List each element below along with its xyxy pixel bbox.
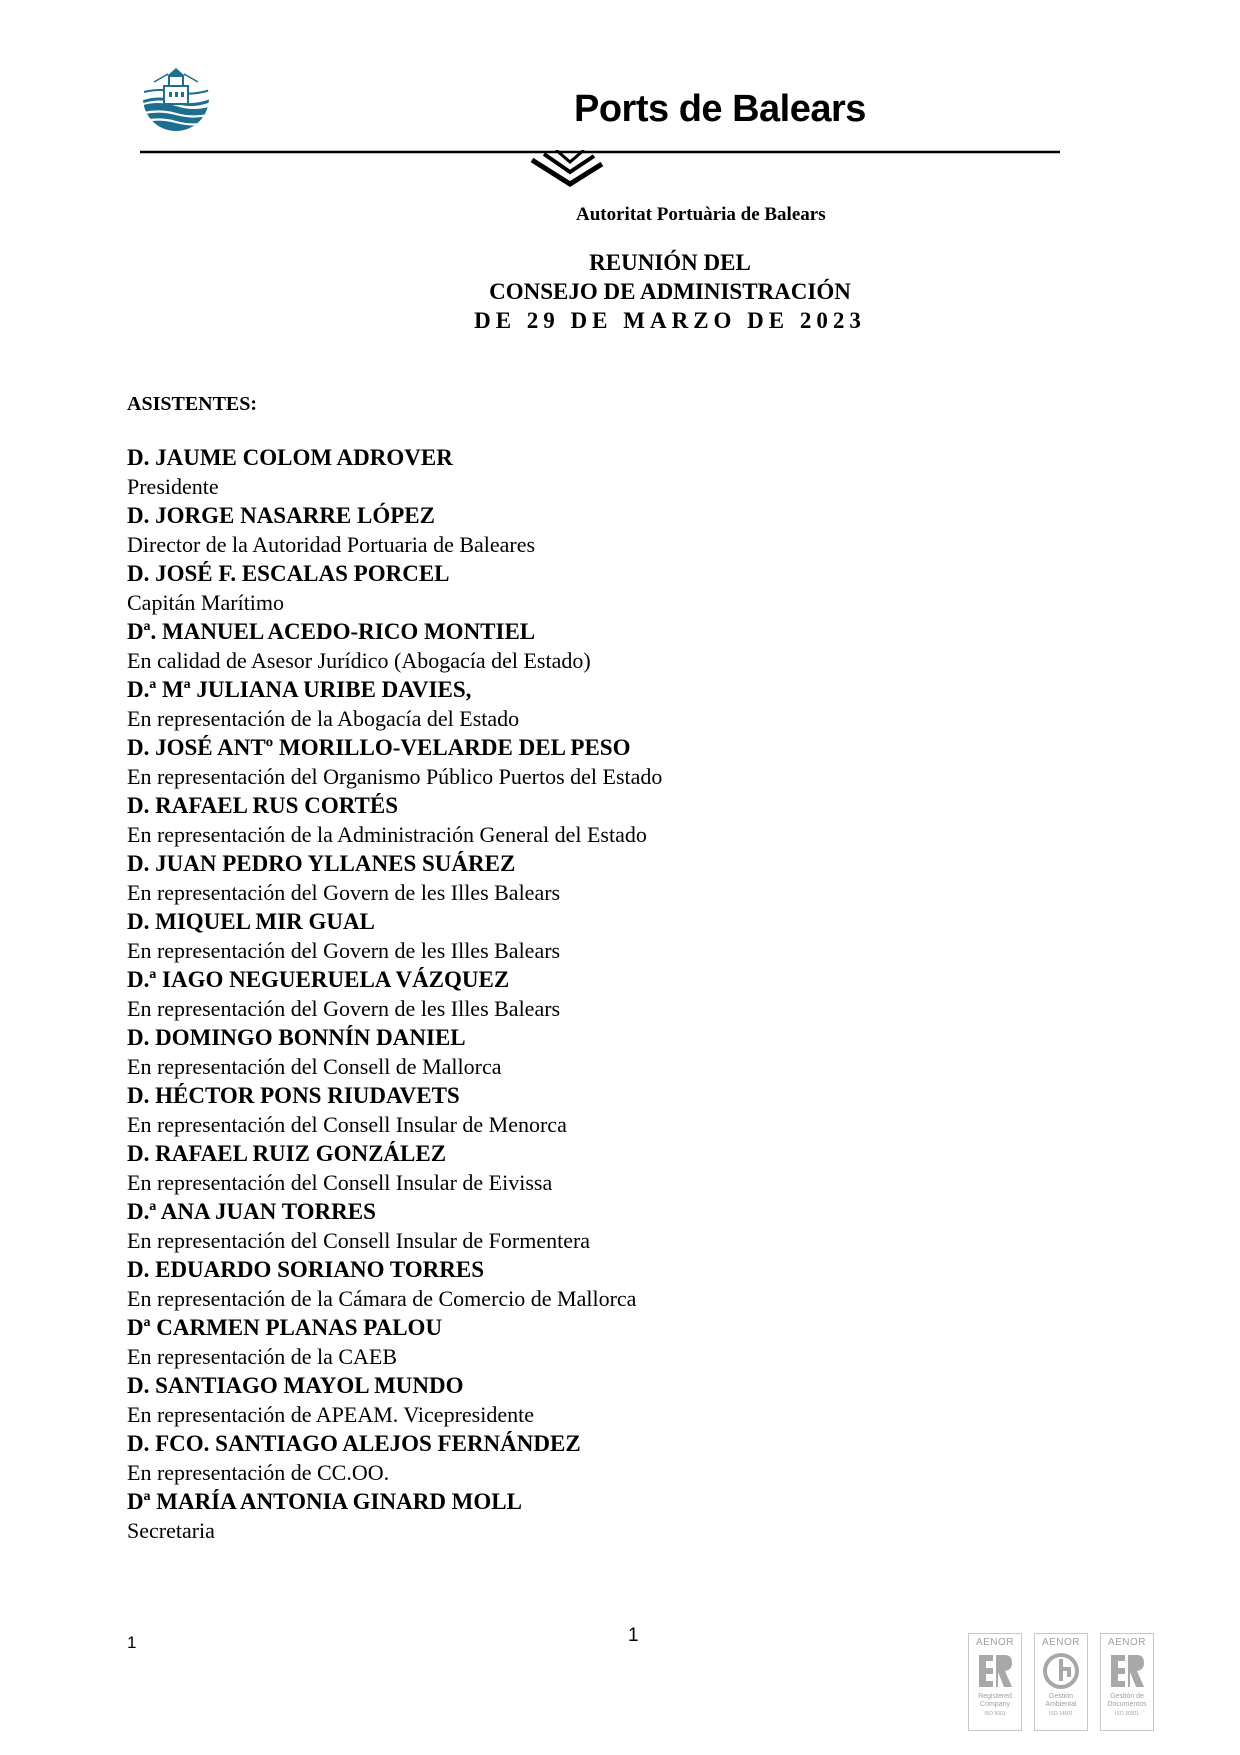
- attendee-role: Secretaria: [127, 1518, 215, 1543]
- attendee-name: D.ª IAGO NEGUERUELA VÁZQUEZ: [127, 967, 510, 992]
- attendee-item: [127, 559, 1027, 617]
- certification-logos: [968, 1633, 1154, 1733]
- attendee-name: D. MIQUEL MIR GUAL: [127, 909, 375, 934]
- attendee-name: D. JOSÉ F. ESCALAS PORCEL: [127, 561, 450, 586]
- certification-badge: [1034, 1633, 1088, 1731]
- attendee-item: [127, 907, 1027, 965]
- certification-caption: Documentos: [1107, 1701, 1147, 1708]
- attendee-item: [127, 1197, 1027, 1255]
- attendee-role: En representación del Govern de les Illes Balears: [127, 996, 561, 1021]
- attendee-name: D. SANTIAGO MAYOL MUNDO: [127, 1373, 464, 1398]
- attendee-item: [127, 675, 1027, 733]
- attendee-role: En representación de APEAM. Vicepresidente: [127, 1402, 534, 1427]
- attendee-name: D. JAUME COLOM ADROVER: [127, 445, 453, 470]
- aenor-ga-gestion-ambiental-icon: [1041, 1651, 1081, 1691]
- attendee-name: D. FCO. SANTIAGO ALEJOS FERNÁNDEZ: [127, 1431, 581, 1456]
- attendee-role: Presidente: [127, 474, 219, 499]
- attendee-name: D.ª Mª JULIANA URIBE DAVIES,: [127, 677, 472, 702]
- certification-caption: Registered: [978, 1693, 1012, 1700]
- attendee-role: En representación del Consell de Mallorca: [127, 1054, 502, 1079]
- attendee-item: [127, 443, 1027, 501]
- attendee-role: En representación de la CAEB: [127, 1344, 398, 1369]
- attendee-role: En representación del Consell Insular de Menorca: [127, 1112, 567, 1137]
- attendee-role: En representación del Govern de les Illes Balears: [127, 880, 561, 905]
- attendee-role: En representación de la Abogacía del Estado: [127, 706, 520, 731]
- authority-name: Autoritat Portuària de Balears: [576, 204, 826, 225]
- attendee-item: [127, 1371, 1027, 1429]
- attendee-role: Director de la Autoridad Portuaria de Baleares: [127, 532, 536, 557]
- port-lighthouse-logo-icon: [140, 62, 212, 134]
- attendee-item: [127, 617, 1027, 675]
- attendee-name: D. RAFAEL RUS CORTÉS: [127, 793, 398, 818]
- attendee-role: Capitán Marítimo: [127, 590, 285, 615]
- aenor-er-registered-company-icon: [975, 1651, 1015, 1691]
- certification-brand: AENOR: [975, 1637, 1015, 1648]
- attendee-name: D. JUAN PEDRO YLLANES SUÁREZ: [127, 851, 516, 876]
- attendee-name: D. JOSÉ ANTº MORILLO-VELARDE DEL PESO: [127, 735, 631, 760]
- attendee-name: D. HÉCTOR PONS RIUDAVETS: [127, 1083, 460, 1108]
- attendee-role: En representación del Organismo Público Puertos del Estado: [127, 764, 663, 789]
- certification-caption: Company: [980, 1701, 1010, 1708]
- certification-brand: AENOR: [1107, 1637, 1147, 1648]
- attendee-role: En representación del Consell Insular de Formentera: [127, 1228, 591, 1253]
- attendee-name: Dª CARMEN PLANAS PALOU: [127, 1315, 443, 1340]
- attendee-role: En representación de la Cámara de Comercio de Mallorca: [127, 1286, 637, 1311]
- attendee-item: [127, 1429, 1027, 1487]
- page-number-center: 1: [628, 1625, 639, 1646]
- aenor-er-gestion-documentos-icon: [1107, 1651, 1147, 1691]
- certification-iso: ISO 9001: [984, 1711, 1006, 1717]
- attendee-role: En representación de CC.OO.: [127, 1460, 390, 1485]
- certification-caption: Gestión: [1048, 1693, 1074, 1700]
- attendee-item: [127, 1487, 1027, 1545]
- meeting-title-line2: CONSEJO DE ADMINISTRACIÓN: [489, 279, 851, 304]
- certification-caption: Gestión de: [1110, 1693, 1144, 1700]
- attendee-list: [127, 443, 1027, 1545]
- attendee-item: [127, 1023, 1027, 1081]
- attendee-item: [127, 733, 1027, 791]
- attendee-name: Dª. MANUEL ACEDO-RICO MONTIEL: [127, 619, 536, 644]
- attendee-item: [127, 1139, 1027, 1197]
- attendee-item: [127, 1313, 1027, 1371]
- attendee-name: D. JORGE NASARRE LÓPEZ: [127, 503, 435, 528]
- attendees-heading: ASISTENTES:: [127, 393, 258, 415]
- certification-iso: ISO 30301: [1115, 1711, 1139, 1717]
- meeting-date: DE 29 DE MARZO DE 2023: [474, 308, 866, 333]
- attendee-role: En representación del Consell Insular de Eivissa: [127, 1170, 553, 1195]
- brand-name: Ports de Balears: [574, 88, 866, 130]
- attendee-item: [127, 965, 1027, 1023]
- certification-badge: [1100, 1633, 1154, 1731]
- page-number-left: 1: [127, 1633, 137, 1652]
- certification-badge: [968, 1633, 1022, 1731]
- attendee-item: [127, 791, 1027, 849]
- certification-caption: Ambiental: [1045, 1701, 1077, 1708]
- meeting-title-line1: REUNIÓN DEL: [589, 250, 751, 275]
- attendee-name: D.ª ANA JUAN TORRES: [127, 1199, 376, 1224]
- attendee-role: En representación del Govern de les Illes Balears: [127, 938, 561, 963]
- attendee-name: Dª MARÍA ANTONIA GINARD MOLL: [127, 1489, 522, 1514]
- certification-brand: AENOR: [1041, 1637, 1081, 1648]
- header-rule-chevron-icon: [140, 150, 1060, 198]
- attendee-item: [127, 501, 1027, 559]
- attendee-item: [127, 849, 1027, 907]
- attendee-name: D. EDUARDO SORIANO TORRES: [127, 1257, 484, 1282]
- attendee-name: D. RAFAEL RUIZ GONZÁLEZ: [127, 1141, 447, 1166]
- attendee-name: D. DOMINGO BONNÍN DANIEL: [127, 1025, 466, 1050]
- attendee-role: En representación de la Administración General del Estado: [127, 822, 647, 847]
- certification-iso: ISO 14001: [1049, 1711, 1073, 1717]
- meeting-title: [300, 248, 1040, 335]
- attendee-role: En calidad de Asesor Jurídico (Abogacía del Estado): [127, 648, 591, 673]
- attendee-item: [127, 1081, 1027, 1139]
- attendee-item: [127, 1255, 1027, 1313]
